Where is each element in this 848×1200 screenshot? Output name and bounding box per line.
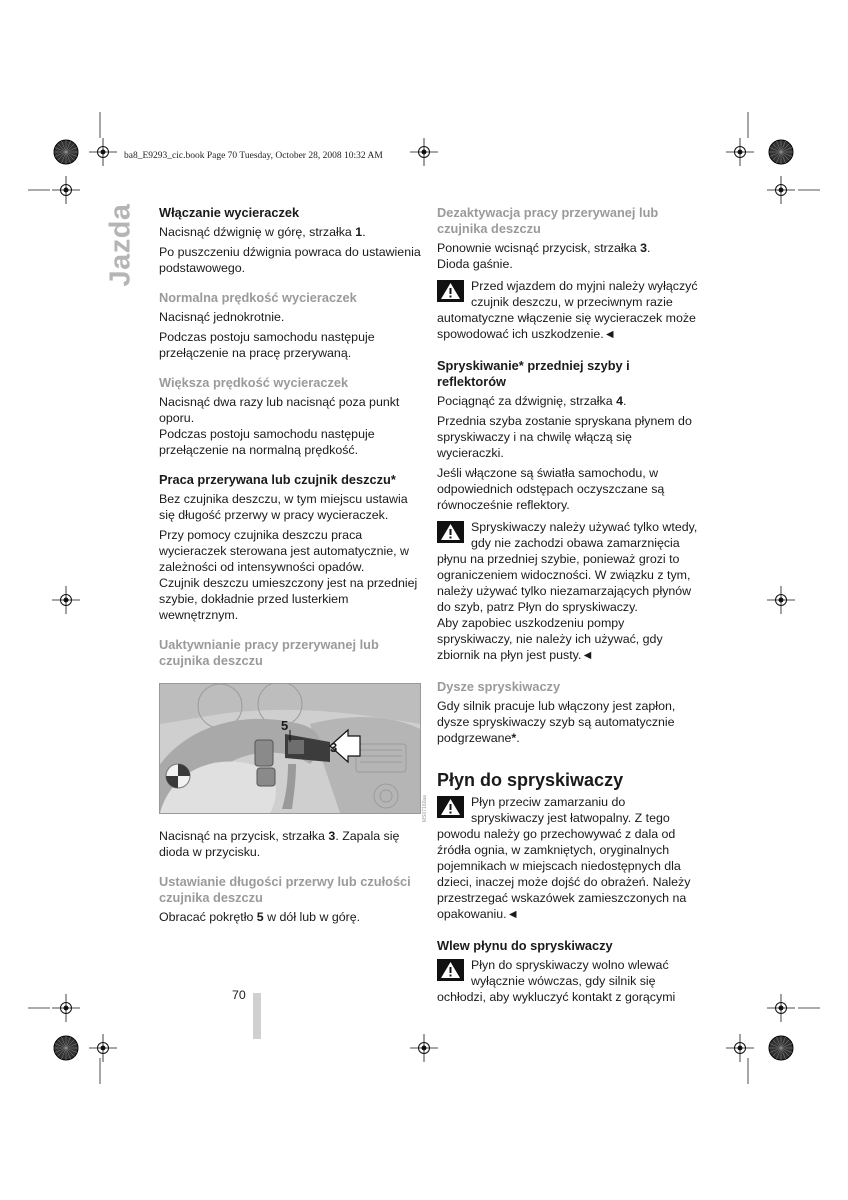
text: Obracać pokrętło: [159, 910, 257, 924]
left-column: [159, 205, 421, 669]
warning-text: Płyn przeciw zamarzaniu do spryskiwaczy jest łatwopalny. Z tego powodu należy go przechowywać z dala od źródła ognia, w zamkniętych, oryginalnych pojemnikach w miejscach niedostępnych dla dzieci, inaczej może dojść do obrażeń. Należy przestrzegać wskazówek zamieszczonych na opakowaniu.◄: [437, 795, 691, 921]
paragraph: Jeśli włączone są światła samochodu, w odpowiednich odstępach oczyszczane są równocześnie reflektory.: [437, 466, 665, 512]
section-side-title: [104, 200, 138, 290]
arrow-number: 1: [355, 225, 363, 239]
option-asterisk: *: [511, 731, 517, 745]
heading-nozzles: Dysze spryskiwaczy: [437, 679, 561, 694]
paragraph: [437, 698, 699, 746]
heading-set-interval: Ustawianie długości przerwy lub czułości czujnika deszczu: [159, 874, 411, 905]
heading-normal-speed: Normalna prędkość wycieraczek: [159, 290, 357, 305]
text: .: [647, 241, 651, 255]
heading-deactivate: Dezaktywacja pracy przerywanej lub czujnika deszczu: [437, 205, 659, 236]
warning-text: Płyn do spryskiwaczy wolno wlewać wyłącznie wówczas, gdy silnik się ochłodzi, aby wykluczyć kontakt z gorącymi: [437, 958, 676, 1004]
warning-block: [437, 519, 699, 615]
left-column-lower: [159, 828, 421, 925]
side-title-text: Jazda: [104, 203, 137, 287]
text: Nacisnąć na przycisk, strzałka: [159, 829, 329, 843]
heading-washer-fluid: Płyn do spryskiwaczy: [437, 770, 624, 790]
figure-label-3: 3: [330, 740, 338, 755]
text: w dół lub w górę.: [263, 910, 361, 924]
paragraph: Aby zapobiec uszkodzeniu pompy spryskiwaczy, nie należy ich używać, gdy zbiornik na płyn jest pusty.◄: [437, 616, 663, 662]
warning-icon: [437, 280, 464, 302]
figure-code-wrap: [422, 770, 428, 822]
heading-washer: Spryskiwanie* przedniej szyby i reflektorów: [437, 358, 630, 389]
text: . Zapala się dioda w przycisku.: [159, 829, 400, 859]
right-column: [437, 205, 699, 1005]
arrow-number: 3: [640, 241, 648, 255]
page-number-bar: [253, 993, 261, 1039]
steering-wheel-illustration: [160, 684, 420, 813]
steering-wheel-figure: [159, 683, 421, 814]
warning-text: Spryskiwaczy należy używać tylko wtedy, gdy nie zachodzi obawa zamarznięcia płynu na przedniej szybie, ponieważ grozi to ograniczeniem widoczności. W związku z tym, należy używać tylko niezamarzających płynów do szyb, patrz Płyn do spryskiwaczy.: [437, 520, 698, 614]
heading-intermittent: Praca przerywana lub czujnik deszczu*: [159, 472, 396, 487]
text: .: [362, 225, 366, 239]
warning-block: [437, 794, 699, 922]
text: Nacisnąć dźwignię w górę, strzałka: [159, 225, 356, 239]
warning-block: [437, 957, 699, 1005]
paragraph: Nacisnąć dwa razy lub nacisnąć poza punkt oporu.: [159, 395, 400, 425]
heading-activate-intermittent: Uaktywnianie pracy przerywanej lub czujnika deszczu: [159, 637, 379, 668]
paragraph: Przy pomocy czujnika deszczu praca wycieraczek sterowana jest automatycznie, w zależności od intensywności opadów.: [159, 528, 409, 574]
paragraph: Podczas postoju samochodu następuje przełączenie na pracę przerywaną.: [159, 330, 375, 360]
text: .: [516, 731, 520, 745]
paragraph: [437, 393, 699, 409]
text: Ponownie wcisnąć przycisk, strzałka: [437, 241, 641, 255]
paragraph: [159, 828, 421, 860]
warning-block: [437, 278, 699, 342]
arrow-number: 4: [616, 394, 623, 408]
warning-text: Przed wjazdem do myjni należy wyłączyć czujnik deszczu, w przeciwnym razie automatyczne włączenie się wycieraczek może spowodować ich uszkodzenie.◄: [437, 279, 698, 341]
paragraph: Dioda gaśnie.: [437, 257, 513, 271]
text: Pociągnąć za dźwignię, strzałka: [437, 394, 617, 408]
warning-icon: [437, 796, 464, 818]
paragraph: Nacisnąć jednokrotnie.: [159, 310, 285, 324]
paragraph: Po puszczeniu dźwignia powraca do ustawienia podstawowego.: [159, 245, 421, 275]
heading-high-speed: Większa prędkość wycieraczek: [159, 375, 349, 390]
crop-lines: [28, 112, 820, 1084]
page-number: 70: [232, 988, 246, 1002]
heading-fluid-filler: Wlew płynu do spryskiwaczy: [437, 938, 613, 953]
paragraph: Bez czujnika deszczu, w tym miejscu ustawia się długość przerwy w pracy wycieraczek.: [159, 492, 408, 522]
arrow-number: 3: [328, 829, 336, 843]
text: Gdy silnik pracuje lub włączony jest zapłon, dysze spryskiwaczy szyb są automatycznie podgrzewane: [437, 699, 676, 745]
knob-number: 5: [256, 910, 264, 924]
warning-icon: [437, 959, 464, 981]
print-header: ba8_E9293_cic.book Page 70 Tuesday, October 28, 2008 10:32 AM: [124, 151, 383, 161]
paragraph: [437, 240, 699, 256]
paragraph: Czujnik deszczu umieszczony jest na przedniej szybie, dokładnie przed lusterkiem wewnętrznym.: [159, 576, 418, 622]
paragraph: Przednia szyba zostanie spryskana płynem do spryskiwaczy i na chwilę włączą się wycieraczki.: [437, 414, 692, 460]
heading-wipers-on: Włączanie wycieraczek: [159, 205, 300, 220]
figure-code: MS07160aa: [422, 795, 428, 822]
figure-label-5: 5: [281, 718, 289, 733]
paragraph: [159, 224, 421, 240]
warning-icon: [437, 521, 464, 543]
paragraph: Podczas postoju samochodu następuje przełączenie na normalną prędkość.: [159, 427, 375, 457]
text: .: [622, 394, 627, 408]
paragraph: [159, 909, 421, 925]
